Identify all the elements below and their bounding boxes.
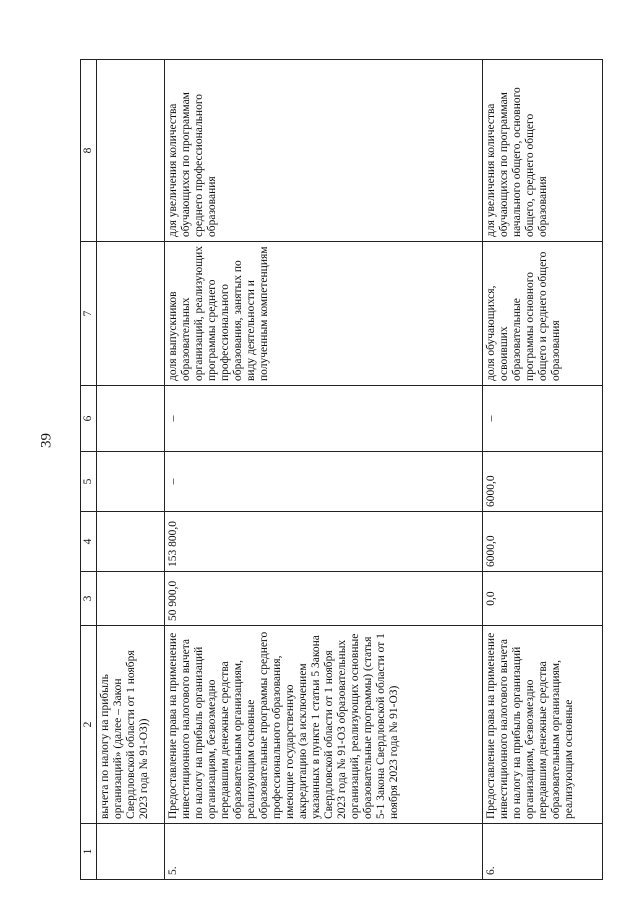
table-cell — [97, 572, 165, 626]
header-cell: 6 — [81, 386, 97, 452]
header-cell: 5 — [81, 452, 97, 512]
page-number: 39 — [38, 433, 55, 448]
table-cell: – — [165, 452, 483, 512]
table-cell: 50 900,0 — [165, 572, 483, 626]
table-row — [97, 60, 165, 880]
header-cell: 7 — [81, 242, 97, 386]
rotated-table-container — [80, 60, 575, 880]
table-cell — [97, 452, 165, 512]
header-cell: 1 — [81, 824, 97, 880]
table-cell — [97, 242, 165, 386]
table-row — [483, 60, 603, 880]
header-cell: 3 — [81, 572, 97, 626]
table-cell — [97, 386, 165, 452]
table-cell: 0,0 — [483, 572, 603, 626]
table-cell: 5. — [165, 824, 483, 880]
table-cell — [97, 512, 165, 572]
table-cell: для увеличения количества обучающихся по программам начального общего, основного общего, среднего общего образования — [483, 60, 603, 242]
table-cell: 6000,0 — [483, 512, 603, 572]
table-cell — [97, 60, 165, 242]
table-cell: вычета по налогу на прибыль организаций» (далее – Закон Свердловской области от 1 ноября 2023 года № 91-ОЗ)) — [97, 626, 165, 824]
table-cell: для увеличения количества обучающихся по программам среднего профессионального образования — [165, 60, 483, 242]
header-cell: 8 — [81, 60, 97, 242]
header-cell: 4 — [81, 512, 97, 572]
table-cell: доля выпускников образовательных организаций, реализующих программы среднего профессионального образования, занятых по виду деятельности и полученным компетенциям — [165, 242, 483, 386]
header-cell: 2 — [81, 626, 97, 824]
table-row — [165, 60, 483, 880]
table-cell: доля обучающихся, освоивших образовательные программы основного общего и среднего общего образования — [483, 242, 603, 386]
table-cell: Предоставление права на применение инвестиционного налогового вычета по налогу на прибыль организаций организациям, безвозмездно передавшим денежные средства образовательным организациям, реализующим основные образовательные программы среднего профессионального образования, имеющие государственную аккредитацию (за исключением указанных в пункте 1 статьи 5 Закона Свердловской области от 1 ноября 2023 года № 91-ОЗ образовательных организаций, реализующих основные образовательные программы) (статья 5-1 Закона Свердловской области от 1 ноября 2023 года № 91-ОЗ) — [165, 626, 483, 824]
table-cell: Предоставление права на применение инвестиционного налогового вычета по налогу на прибыль организаций организациям, безвозмездно передавшим денежные средства образовательным организациям, реализующим основные — [483, 626, 603, 824]
data-table — [80, 59, 603, 880]
table-cell: – — [165, 386, 483, 452]
table-cell: 6000,0 — [483, 452, 603, 512]
table-cell: – — [483, 386, 603, 452]
table-cell: 6. — [483, 824, 603, 880]
table-cell: 153 800,0 — [165, 512, 483, 572]
table-cell — [97, 824, 165, 880]
header-row — [81, 60, 97, 880]
